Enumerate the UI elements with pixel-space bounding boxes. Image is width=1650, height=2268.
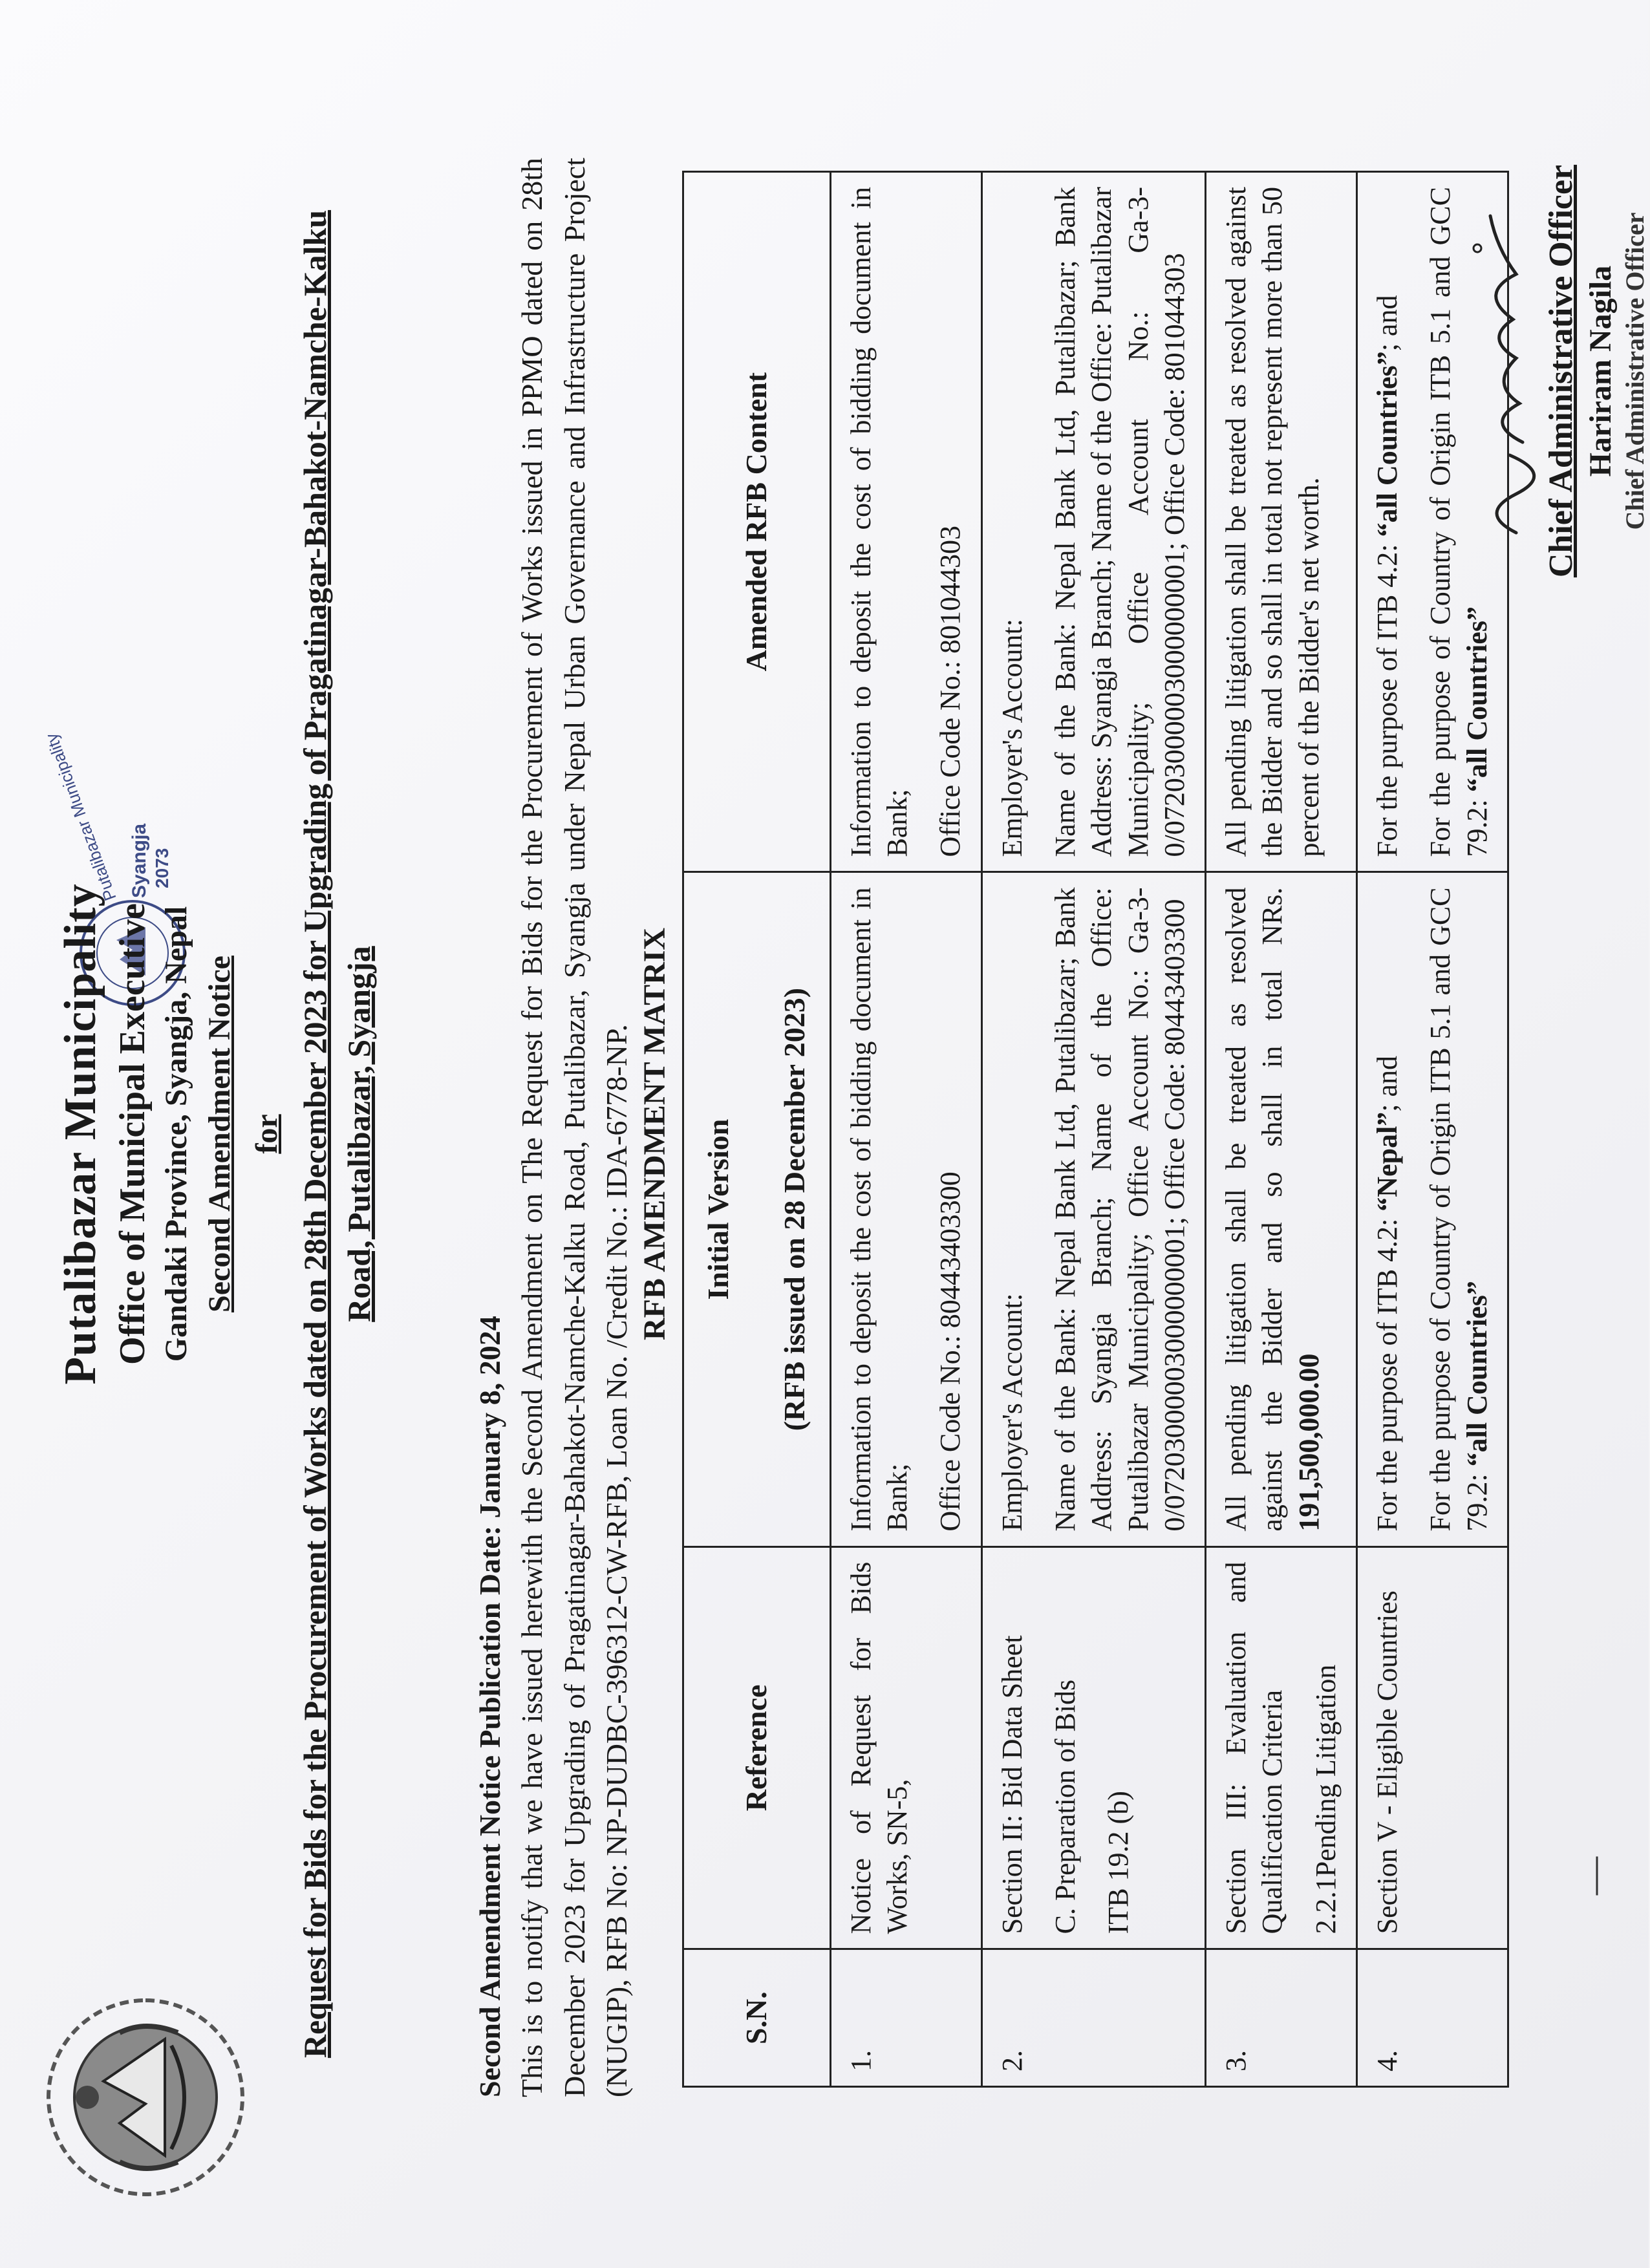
matrix-title: RFB AMENDMENT MATRIX: [638, 927, 672, 1341]
reference-line: C. Preparation of Bids: [1049, 1679, 1081, 1934]
intro-paragraph: [469, 158, 638, 2097]
reference-line: 2.2.1Pending Litigation: [1309, 1664, 1342, 1934]
amended-p1-bold: “all Countries”: [1371, 351, 1404, 537]
row-amended: [830, 172, 981, 872]
amended-line: All pending litigation shall be treated as resolved against the Bidder and so shall in total not represent more than 50 percent of the Bidder's net worth.: [1220, 187, 1325, 857]
seal-year: 2073: [152, 848, 172, 888]
row-sn: 1.: [830, 1949, 981, 2087]
rotated-document: [36, 41, 1649, 2227]
header-amended-content: Amended RFB Content: [683, 172, 831, 872]
reference-line: Notice of Request for Bids Works, SN-5,: [844, 1561, 913, 1934]
initial-line: [1218, 887, 1327, 1531]
intro-body: This is to notify that we have issued herewith the Second Amendment on The Request for Bids for the Procurement of Works issued in PPMO dated on 28th December 2023 for Upgrading of Pragatinagar-Bahakot-Namche-Kalku Road, Putalibazar, Syangja under Nepal Urban Governance and Infrastructure Project (NUGIP), RFB No: NP-DUDBC-396312-CW-RFB, Loan No. /Credit No.: IDA-6778-NP.: [515, 158, 633, 2097]
signatory-stamp: Chief Administrative Officer: [1620, 212, 1649, 530]
rfb-title-line2: Road, Putalibazar, Syangja: [340, 946, 377, 1322]
rfb-title-line1: Request for Bids for the Procurement of Works dated on 28th December 2023 for Upgrading of Pragatinagar-Bahakot-Namche-Kalku: [297, 209, 333, 2059]
header-initial-version: [683, 872, 831, 1546]
row-sn: 4.: [1357, 1949, 1508, 2087]
table-header-row: [683, 172, 831, 2087]
row-initial: [1357, 872, 1508, 1546]
row-reference: [1206, 1546, 1357, 1949]
row-initial: [1206, 872, 1357, 1546]
header-initial-line2: (RFB issued on 28 December 2023): [777, 987, 811, 1431]
amended-line: Employer's Account:: [996, 619, 1028, 857]
letterhead: [55, 41, 381, 2227]
initial-line: [1422, 887, 1495, 1531]
amended-p2-bold: “all Countries”: [1461, 606, 1493, 793]
row-reference: [830, 1546, 981, 1949]
organization-name: Putalibazar Municipality: [56, 883, 105, 1385]
seal-place: Syangja: [129, 823, 150, 898]
amended-line: Office Code No.: 801044303: [934, 526, 967, 857]
initial-p1-text: For the purpose of ITB 4.2:: [1371, 1211, 1404, 1532]
signature-block: [1464, 145, 1650, 597]
header-initial-line1: Initial Version: [702, 1118, 734, 1300]
initial-amount: 191,500,000.00: [1292, 1353, 1325, 1532]
initial-p2-text: For the purpose of Country of Origin ITB 5.1 and GCC 79.2:: [1424, 887, 1493, 1532]
initial-line: Information to deposit the cost of bidding document in Bank;: [844, 887, 913, 1532]
row-reference: [981, 1546, 1206, 1949]
reference-line: Section III: Evaluation and Qualification Criteria: [1220, 1561, 1289, 1934]
amended-p1-tail: ; and: [1371, 295, 1404, 352]
row-initial: [830, 872, 981, 1546]
amendment-matrix-table: [682, 171, 1509, 2088]
office-address: Gandaki Province, Syangja, Nepal: [159, 906, 193, 1362]
amended-line: Name of the Bank: Nepal Bank Ltd, Putalibazar; Bank Address: Syangja Branch; Name of the Office: Putalibazar Municipality; Office Account No.: Ga-3-0/07203000003000000001; Office Code: 801044303: [1049, 187, 1190, 857]
reference-line: ITB 19.2 (b): [1102, 1791, 1135, 1934]
row-reference: [1357, 1546, 1508, 1949]
handwritten-signature: [1464, 190, 1542, 552]
reference-line: Section II: Bid Data Sheet: [996, 1635, 1028, 1934]
for-label: for: [250, 1114, 284, 1154]
row-amended: [981, 172, 1206, 872]
publication-date: Second Amendment Notice Publication Date: January 8, 2024: [473, 1316, 506, 2097]
row-sn: 2.: [981, 1949, 1206, 2087]
amended-line: [1369, 187, 1406, 857]
signatory-name: Hariram Nagila: [1583, 265, 1618, 477]
initial-line: [1369, 887, 1406, 1531]
header-reference: Reference: [683, 1546, 831, 1949]
header-sn: S.N.: [683, 1949, 831, 2087]
initial-line: Office Code No.: 80443403300: [934, 1171, 967, 1532]
row-sn: 3.: [1206, 1949, 1357, 2087]
seal-text-top: Putalibazar Municipality: [41, 731, 120, 904]
signatory-title: Chief Administrative Officer: [1543, 164, 1580, 578]
table-row: [981, 172, 1206, 2087]
amended-p2-text: For the purpose of Country of Origin ITB 5.1 and GCC 79.2:: [1424, 187, 1493, 857]
table-row: [1206, 172, 1357, 2087]
reference-line: Section V - Eligible Countries: [1371, 1590, 1404, 1934]
notice-title: Second Amendment Notice: [202, 956, 237, 1312]
table-row: [830, 172, 981, 2087]
initial-text: All pending litigation shall be treated as resolved against the Bidder and so shall in total NRs.: [1220, 887, 1289, 1532]
initial-p1-tail: ; and: [1371, 1055, 1404, 1112]
amended-line: Information to deposit the cost of bidding document in Bank;: [844, 187, 913, 857]
initial-line: Employer's Account:: [996, 1293, 1028, 1532]
rfb-title: [294, 41, 381, 2227]
initial-p2-bold: “all Countries”: [1461, 1281, 1493, 1467]
amended-p1-text: For the purpose of ITB 4.2:: [1371, 537, 1404, 857]
initial-p1-bold: “Nepal”: [1371, 1111, 1404, 1212]
office-name: Office of Municipal Executive: [112, 903, 153, 1365]
initial-line: Name of the Bank: Nepal Bank Ltd, Putalibazar; Bank Address: Syangja Branch; Name of the Office: Putalibazar Municipality; Office Account No.: Ga-3-0/07203000003000000001; Office Code: 80443403300: [1049, 887, 1190, 1532]
row-amended: [1206, 172, 1357, 872]
row-initial: [981, 872, 1206, 1546]
